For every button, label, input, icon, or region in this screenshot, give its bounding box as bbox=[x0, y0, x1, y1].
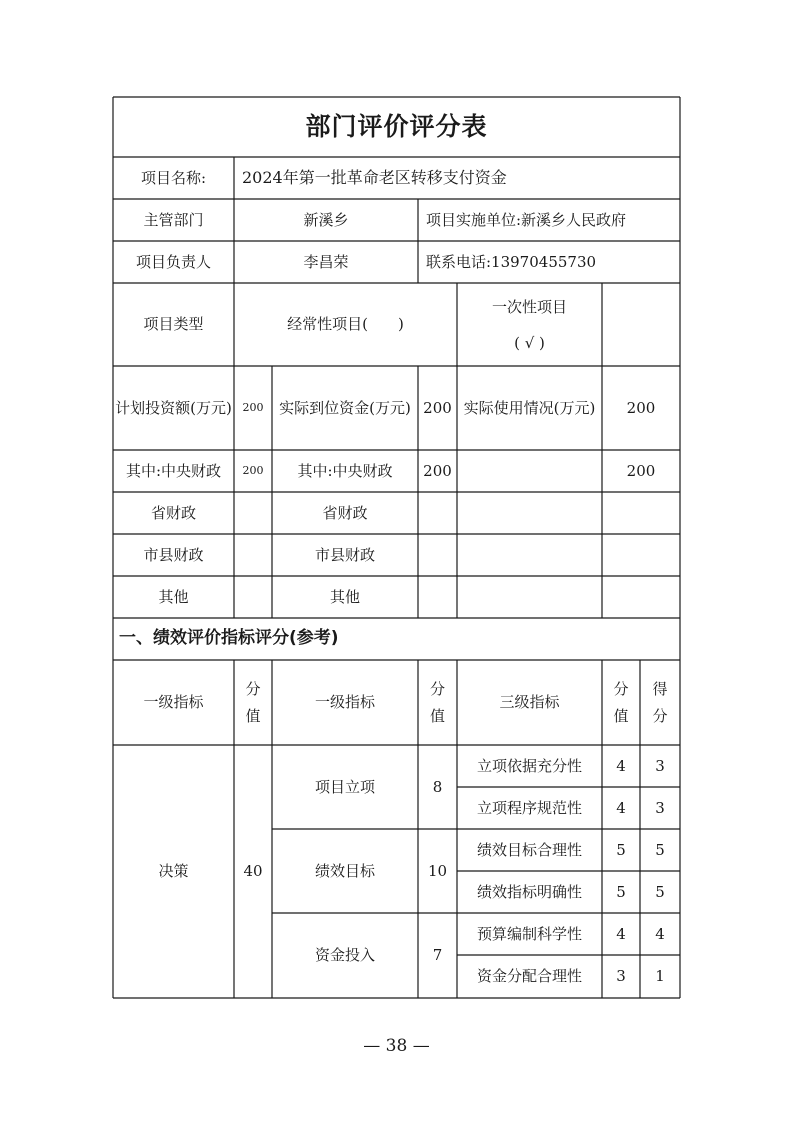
header-level1: 一级指标 bbox=[143, 693, 204, 712]
project-name-label: 项目名称: bbox=[140, 168, 207, 187]
level3-name: 预算编制科学性 bbox=[476, 924, 582, 943]
impl-unit: 项目实施单位:新溪乡人民政府 bbox=[426, 210, 627, 229]
central-arrival: 200 bbox=[423, 461, 452, 480]
type-onetime bbox=[457, 283, 602, 366]
section-title: 一、绩效评价指标评分(参考) bbox=[119, 628, 339, 649]
type-onetime-label: 一次性项目 bbox=[491, 297, 567, 316]
province-label: 省财政 bbox=[150, 503, 196, 522]
level2-score: 10 bbox=[427, 861, 448, 880]
planned-value: 200 bbox=[242, 401, 264, 415]
actual-use-label: 实际使用情况(万元) bbox=[463, 398, 596, 417]
central-label: 其中:中央财政 bbox=[125, 461, 222, 480]
level3-name: 资金分配合理性 bbox=[476, 967, 582, 986]
level3-name: 立项程序规范性 bbox=[476, 798, 582, 817]
central-arrival-label: 其中:中央财政 bbox=[297, 461, 393, 480]
level3-name: 绩效指标明确性 bbox=[476, 882, 582, 901]
level3-got: 3 bbox=[655, 756, 665, 775]
header-level3: 三级指标 bbox=[499, 693, 560, 712]
level2-name: 绩效目标 bbox=[314, 861, 375, 880]
level1-name: 决策 bbox=[158, 862, 189, 881]
page-number: — 38 — bbox=[363, 1036, 430, 1056]
other-label: 其他 bbox=[158, 587, 189, 606]
form-title: 部门评价评分表 bbox=[305, 112, 488, 142]
header-score2: 分值 bbox=[429, 680, 445, 725]
level3-got: 5 bbox=[655, 882, 665, 901]
county-arrival-label: 市县财政 bbox=[314, 545, 375, 564]
level3-got: 5 bbox=[655, 840, 665, 859]
level3-score: 5 bbox=[616, 840, 626, 859]
central-use: 200 bbox=[626, 461, 656, 480]
actual-arrival-value: 200 bbox=[423, 398, 452, 417]
level3-score: 3 bbox=[616, 967, 626, 986]
level3-got: 3 bbox=[655, 798, 665, 817]
header-score1: 分值 bbox=[245, 680, 261, 725]
level3-score: 4 bbox=[616, 798, 626, 817]
dept-label: 主管部门 bbox=[143, 210, 204, 229]
dept-value: 新溪乡 bbox=[303, 210, 349, 229]
level2-score: 7 bbox=[432, 946, 443, 965]
header-got: 得分 bbox=[652, 680, 668, 725]
phone: 联系电话:13970455730 bbox=[426, 252, 597, 271]
level3-name: 立项依据充分性 bbox=[476, 756, 582, 775]
level1-score: 40 bbox=[243, 862, 263, 881]
level3-got: 4 bbox=[655, 924, 665, 943]
actual-arrival-label: 实际到位资金(万元) bbox=[279, 398, 411, 417]
actual-use-value: 200 bbox=[626, 398, 656, 417]
level2-score: 8 bbox=[432, 777, 443, 796]
type-regular: 经常性项目( ) bbox=[287, 315, 404, 334]
header-score3: 分值 bbox=[613, 680, 629, 725]
level3-score: 5 bbox=[616, 882, 626, 901]
level3-got: 1 bbox=[655, 967, 665, 986]
county-label: 市县财政 bbox=[143, 545, 204, 564]
header-level2: 一级指标 bbox=[314, 693, 375, 712]
level2-name: 项目立项 bbox=[314, 777, 375, 796]
other-arrival-label: 其他 bbox=[329, 587, 360, 606]
level3-name: 绩效目标合理性 bbox=[476, 840, 582, 859]
owner-label: 项目负责人 bbox=[135, 252, 211, 271]
province-arrival-label: 省财政 bbox=[322, 503, 368, 522]
central-planned: 200 bbox=[242, 464, 264, 478]
level3-score: 4 bbox=[616, 924, 626, 943]
type-onetime-mark: ( √ ) bbox=[514, 333, 545, 352]
planned-label: 计划投资额(万元) bbox=[115, 398, 232, 417]
level2-name: 资金投入 bbox=[314, 946, 375, 965]
type-label: 项目类型 bbox=[143, 315, 204, 334]
owner-value: 李昌荣 bbox=[303, 252, 349, 271]
project-name-value: 2024年第一批革命老区转移支付资金 bbox=[242, 168, 507, 187]
level3-score: 4 bbox=[616, 756, 626, 775]
